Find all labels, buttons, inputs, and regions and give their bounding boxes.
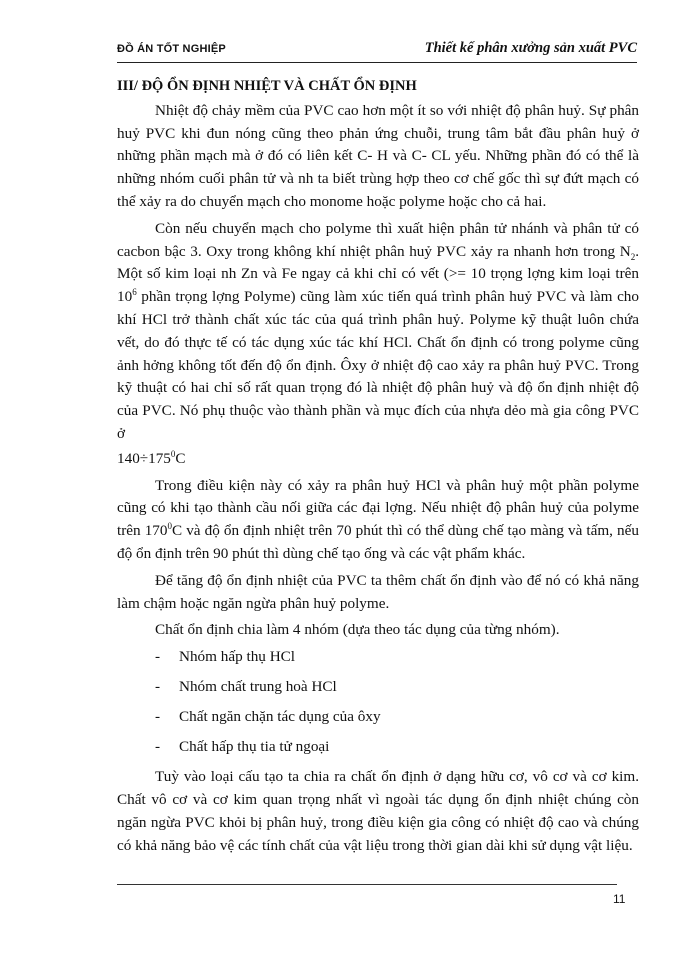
paragraph-6-text: Tuỳ vào loại cấu tạo ta chia ra chất ổn định ở dạng hữu cơ, vô cơ và cơ kim. Chất vô cơ và cơ kim quan trọng nhất vì ngoài tác dụng ổn định nhiệt chúng còn ngăn ngừa PVC khỏi bị phân huỷ, trong điều kiện gia công có nhiệt độ cao và chúng có khả năng bảo vệ các tính chất của vật liệu trong thời gian dài khi sử dụng vật liệu.	[117, 768, 639, 854]
list-item: - Nhóm hấp thụ HCl	[117, 646, 639, 668]
list-item: - Nhóm chất trung hoà HCl	[117, 676, 639, 698]
page-number: 11	[613, 892, 626, 906]
header-right-title: Thiết kế phân xưởng sản xuất PVC	[424, 40, 637, 56]
temperature-range-value: 140÷175	[117, 449, 171, 467]
subscript-2: 2	[630, 251, 636, 262]
paragraph-3	[117, 475, 639, 566]
degree-superscript: 0	[170, 448, 176, 459]
paragraph-1	[117, 100, 639, 214]
paragraph-3-text-a: Trong điều kiện này có xảy ra phân huỷ HCl và phân huỷ một phần polyme cũng có khi tạo thành cầu nối giữa các đại lợng. Nếu nhiệt độ phân huỷ của polyme trên 170	[117, 476, 639, 540]
paragraph-2-text-c: phần trọng lợng Polyme) cũng làm xúc tiến quá trình phân huỷ PVC và làm cho khí HCl trở thành chất xúc tác của quá trình phân huỷ. Polyme kỹ thuật luôn chứa vết, do đó thực tế có tác dụng xúc tác khí HCl. Chất ổn định có trong polyme cũng ảnh hởng không tốt đến độ ổn định. Ôxy ở nhiệt độ cao xảy ra phân huỷ PVC. Trong kỹ thuật có hai chỉ số rất quan trọng đó là nhiệt độ phân huỷ và độ ổn định nhiệt độ của PVC. Nó phụ thuộc vào thành phần và mục đích của nhựa dẻo mà gia công PVC ở	[117, 288, 639, 442]
paragraph-4	[117, 570, 639, 616]
page-header	[117, 40, 637, 63]
paragraph-2-text-a: Còn nếu chuyển mạch cho polyme thì xuất hiện phân tử nhánh và phân tử có cacbon bậc 3. Oxy trong không khí nhiệt phân huỷ PVC xảy ra nhanh hơn trong N	[117, 219, 639, 260]
paragraph-1-text: Nhiệt độ chảy mềm của PVC cao hơn một ít so với nhiệt độ phân huỷ. Sự phân huỷ PVC khi đun nóng cũng theo phản ứng chuỗi, trung tâm bắt đầu phân huỷ ở những phần mạch mà ở đó có liên kết C- H và C- CL yếu. Những phần đó có thể là những nhóm cuối phân tử và nh ta biết trùng hợp theo cơ chế gốc thì sự đứt mạch có thể xảy ra do chuyển mạch cho monome hoặc polyme hoặc cho cả hai.	[117, 101, 639, 210]
temperature-unit: C	[175, 449, 186, 467]
paragraph-6	[117, 766, 639, 857]
section-title: III/ ĐỘ ỔN ĐỊNH NHIỆT VÀ CHẤT ỔN ĐỊNH	[117, 78, 417, 94]
list-item: - Chất ngăn chặn tác dụng của ôxy	[117, 706, 639, 728]
paragraph-3-text-b: C và độ ổn định nhiệt trên 70 phút thì có thể dùng chế tạo màng và tấm, nếu độ ổn định trên 90 phút thì dùng chế tạo ống và các vật phẩm khác.	[117, 522, 639, 562]
paragraph-5	[117, 619, 639, 642]
paragraph-5-text: Chất ổn định chia làm 4 nhóm (dựa theo tác dụng của từng nhóm).	[155, 621, 560, 639]
list-item: - Chất hấp thụ tia tử ngoại	[117, 736, 639, 758]
degree-superscript-2: 0	[167, 521, 172, 532]
page-content	[117, 75, 639, 857]
stabilizer-group-list	[117, 646, 639, 758]
paragraph-2	[117, 218, 639, 446]
superscript-6: 6	[132, 287, 137, 298]
paragraph-4-text: Để tăng độ ổn định nhiệt của PVC ta thêm chất ổn định vào để nó có khả năng làm chậm hoặc ngăn ngừa phân huỷ polyme.	[117, 571, 639, 612]
header-left-title: ĐỒ ÁN TỐT NGHIỆP	[117, 43, 226, 55]
footer-divider	[117, 884, 617, 885]
paragraph-2-text-b: . Một số kim loại nh Zn và Fe ngay cả khi chỉ có vết (>= 10 trọng lợng kim loại trên 10	[117, 242, 639, 306]
temperature-range	[117, 448, 639, 471]
